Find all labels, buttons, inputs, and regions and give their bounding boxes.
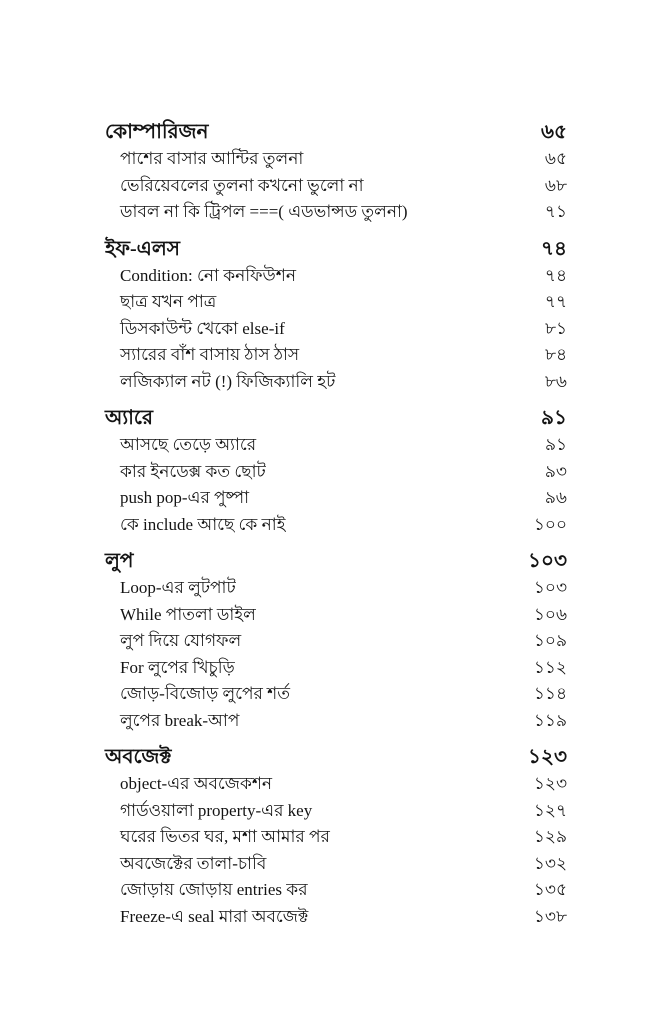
section-page-number: ৬৫ <box>541 121 567 143</box>
section-page-number: ১০৩ <box>528 550 567 572</box>
toc-entry <box>105 289 567 316</box>
entry-page-number: ১৩৮ <box>533 906 567 926</box>
section-page-number: ৯১ <box>541 407 567 429</box>
entry-page-number: ৭৪ <box>544 265 567 285</box>
toc-entry <box>105 575 567 602</box>
entry-label: ভেরিয়েবলের তুলনা কখনো ভুলো না <box>120 175 364 195</box>
toc-entry <box>105 877 567 904</box>
toc-entry <box>105 708 567 735</box>
entry-label: ডিসকাউন্ট খেকো else-if <box>120 318 285 338</box>
toc-entry <box>105 199 567 226</box>
entry-label: ডাবল না কি ট্রিপল ===( এডভান্সড তুলনা) <box>120 202 408 221</box>
entry-page-number: ৮১ <box>544 318 567 338</box>
section-title: ইফ-এলস <box>105 237 181 260</box>
section-heading-row <box>105 118 567 146</box>
entry-page-number: ১০৬ <box>533 604 567 624</box>
toc-entry <box>105 432 567 459</box>
toc-entry <box>105 602 567 629</box>
entry-label: ছাত্র যখন পাত্র <box>120 292 217 311</box>
table-of-contents <box>105 118 567 930</box>
toc-entry <box>105 798 567 825</box>
toc-entry <box>105 459 567 486</box>
toc-entry <box>105 824 567 851</box>
entry-label: Freeze-এ seal মারা অবজেক্ট <box>120 906 309 926</box>
section-title: অ্যারে <box>105 407 153 429</box>
entry-page-number: ১০০ <box>533 514 567 534</box>
entry-page-number: ৭৭ <box>544 292 567 311</box>
entry-page-number: ১৩২ <box>533 853 567 873</box>
entry-page-number: ১১২ <box>533 657 567 677</box>
toc-entry <box>105 655 567 682</box>
entry-page-number: ৯১ <box>544 435 567 454</box>
entry-page-number: ১১৯ <box>533 710 567 730</box>
entry-label: জোড়ায় জোড়ায় entries কর <box>120 880 308 899</box>
section-title: লুপ <box>105 550 134 572</box>
entry-label: ঘরের ভিতর ঘর, মশা আমার পর <box>120 827 330 846</box>
entry-label: Loop-এর লুটপাট <box>120 578 236 597</box>
toc-entry <box>105 681 567 708</box>
toc-entry <box>105 146 567 173</box>
toc-entry <box>105 851 567 878</box>
toc-section-array <box>105 404 567 538</box>
entry-label: কার ইনডেক্স কত ছোট <box>120 461 266 481</box>
toc-entry <box>105 512 567 539</box>
toc-section-comparison <box>105 118 567 226</box>
toc-entry <box>105 316 567 343</box>
toc-section-if-else <box>105 235 567 396</box>
section-title: কোম্পারিজন <box>105 121 209 143</box>
entry-page-number: ৮৬ <box>544 371 567 391</box>
entry-page-number: ১২৯ <box>533 827 567 846</box>
entry-label: পাশের বাসার আন্টির তুলনা <box>120 149 304 168</box>
entry-label: কে include আছে কে নাই <box>120 514 286 534</box>
entry-label: object-এর অবজেকশন <box>120 774 273 793</box>
toc-entry <box>105 485 567 512</box>
entry-label: লুপ দিয়ে যোগফল <box>120 631 242 650</box>
entry-label: আসছে তেড়ে অ্যারে <box>120 435 257 454</box>
entry-label: লজিক্যাল নট (!) ফিজিক্যালি হট <box>120 371 336 391</box>
entry-page-number: ১২৩ <box>533 774 567 793</box>
entry-label: লুপের break-আপ <box>120 710 240 730</box>
entry-label: For লুপের খিচুড়ি <box>120 657 235 677</box>
section-heading-row <box>105 404 567 432</box>
entry-page-number: ১১৪ <box>533 684 567 703</box>
toc-entry <box>105 628 567 655</box>
toc-entry <box>105 263 567 290</box>
entry-label: push pop-এর পুষ্পা <box>120 488 250 507</box>
toc-entry <box>105 904 567 931</box>
toc-section-object <box>105 743 567 930</box>
entry-page-number: ৮৪ <box>544 345 567 364</box>
toc-entry <box>105 369 567 396</box>
section-page-number: ১২৩ <box>528 746 567 768</box>
section-heading-row <box>105 547 567 575</box>
entry-page-number: ৯৩ <box>544 461 567 481</box>
entry-page-number: ৯৬ <box>544 488 567 507</box>
section-heading-row <box>105 743 567 771</box>
entry-page-number: ১০৯ <box>533 631 567 650</box>
entry-label: While পাতলা ডাইল <box>120 604 256 624</box>
entry-label: গার্ডওয়ালা property-এর key <box>120 800 313 820</box>
entry-page-number: ৬৫ <box>544 149 567 168</box>
entry-page-number: ৭১ <box>544 202 567 221</box>
toc-section-loop <box>105 547 567 734</box>
entry-page-number: ১০৩ <box>533 578 567 597</box>
section-heading-row <box>105 235 567 263</box>
entry-page-number: ১২৭ <box>533 800 567 820</box>
entry-page-number: ১৩৫ <box>533 880 567 899</box>
toc-entry <box>105 173 567 200</box>
entry-page-number: ৬৮ <box>544 175 567 195</box>
entry-label: Condition: নো কনফিউশন <box>120 265 296 285</box>
entry-label: অবজেক্টের তালা-চাবি <box>120 853 267 873</box>
toc-entry <box>105 342 567 369</box>
toc-entry <box>105 771 567 798</box>
section-title: অবজেক্ট <box>105 746 172 768</box>
entry-label: স্যারের বাঁশ বাসায় ঠাস ঠাস <box>120 345 300 364</box>
section-page-number: ৭৪ <box>541 237 567 260</box>
entry-label: জোড়-বিজোড় লুপের শর্ত <box>120 684 290 703</box>
